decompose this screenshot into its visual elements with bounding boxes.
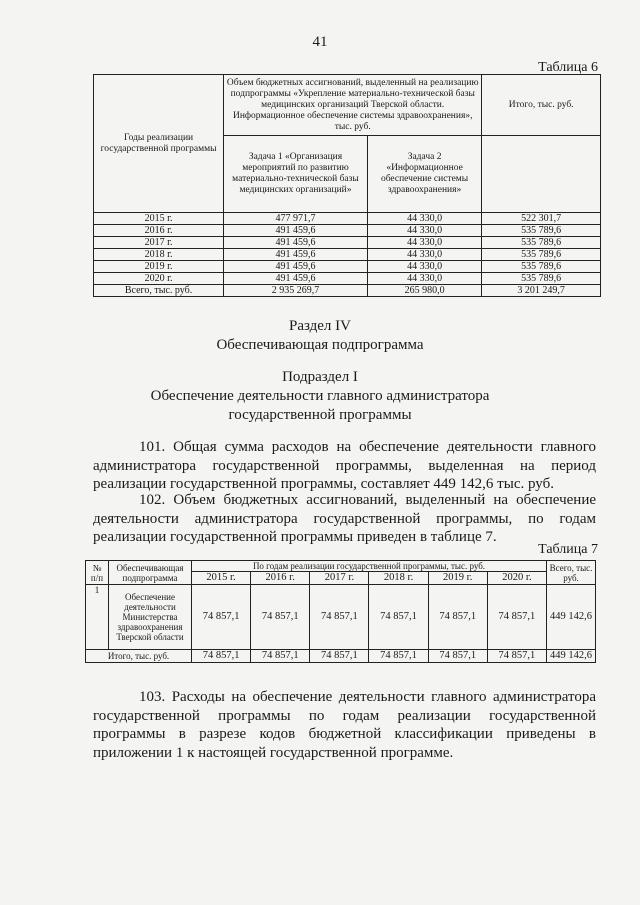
- table6-header-task2: Задача 2 «Информационное обеспечение системы здравоохранения»: [367, 136, 481, 213]
- table7-grand-total: 449 142,6: [547, 650, 596, 663]
- table7-value: 74 857,1: [487, 585, 546, 650]
- table6-total-value: 535 789,6: [482, 261, 601, 273]
- table6-year: 2020 г.: [94, 273, 224, 285]
- table6-task1-total: 2 935 269,7: [224, 285, 368, 297]
- subsection-title-line2: государственной программы: [228, 407, 412, 423]
- section-heading: [0, 317, 640, 355]
- table7-caption: Таблица 7: [538, 542, 598, 557]
- table7-value: 74 857,1: [310, 585, 369, 650]
- page-number: 41: [312, 34, 328, 50]
- table-row: [94, 213, 601, 225]
- table7-value: 74 857,1: [192, 585, 251, 650]
- subsection-number: Подраздел I: [282, 369, 358, 385]
- table-row: [94, 225, 601, 237]
- table7-total-value: 74 857,1: [487, 650, 546, 663]
- table7-header-subprogram: Обеспечивающая подпрограмма: [109, 561, 192, 585]
- table7-value: 74 857,1: [369, 585, 428, 650]
- table6-task2-value: 44 330,0: [367, 213, 481, 225]
- table7-year: 2019 г.: [428, 572, 487, 585]
- subsection-heading: [0, 368, 640, 425]
- table7-total-label: Итого, тыс. руб.: [86, 650, 192, 663]
- section-number: Раздел IV: [288, 318, 351, 334]
- table7-total-value: 74 857,1: [192, 650, 251, 663]
- table6-task2-value: 44 330,0: [367, 273, 481, 285]
- table6-task1-value: 491 459,6: [224, 225, 368, 237]
- table6-year: 2016 г.: [94, 225, 224, 237]
- table6: [93, 74, 601, 297]
- table6-total-value: 522 301,7: [482, 213, 601, 225]
- table6-task1-value: 477 971,7: [224, 213, 368, 225]
- table7-year: 2018 г.: [369, 572, 428, 585]
- table6-caption: Таблица 6: [538, 60, 598, 75]
- table7-year: 2015 г.: [192, 572, 251, 585]
- table6-task2-value: 44 330,0: [367, 225, 481, 237]
- table6-year: 2017 г.: [94, 237, 224, 249]
- table6-header-years: Годы реализации государственной программы: [94, 75, 224, 213]
- table6-task1-value: 491 459,6: [224, 237, 368, 249]
- table7: [85, 560, 596, 663]
- table7-year: 2016 г.: [251, 572, 310, 585]
- table7-value: 74 857,1: [251, 585, 310, 650]
- table6-year: 2018 г.: [94, 249, 224, 261]
- table6-year: 2015 г.: [94, 213, 224, 225]
- table6-year: 2019 г.: [94, 261, 224, 273]
- table-row: [94, 249, 601, 261]
- table6-grand-total: 3 201 249,7: [482, 285, 601, 297]
- table6-task2-value: 44 330,0: [367, 249, 481, 261]
- table7-year: 2017 г.: [310, 572, 369, 585]
- table6-total-value: 535 789,6: [482, 249, 601, 261]
- table6-task2-total: 265 980,0: [367, 285, 481, 297]
- table7-header-total: Всего, тыс. руб.: [547, 561, 596, 585]
- table6-task2-value: 44 330,0: [367, 237, 481, 249]
- table7-header-years: По годам реализации государственной программы, тыс. руб.: [192, 561, 547, 572]
- table6-header-total: Итого, тыс. руб.: [482, 75, 601, 136]
- table7-total-value: 74 857,1: [310, 650, 369, 663]
- table6-header-main: Объем бюджетных ассигнований, выделенный на реализацию подпрограммы «Укрепление материально-технической базы медицинских организаций Тверской области. Информационное обеспечение системы здравоохранения», тыс. руб.: [224, 75, 482, 136]
- table6-task1-value: 491 459,6: [224, 261, 368, 273]
- section-title: Обеспечивающая подпрограмма: [216, 337, 424, 353]
- subsection-title-line1: Обеспечение деятельности главного администратора: [150, 388, 490, 404]
- table7-total-value: 74 857,1: [369, 650, 428, 663]
- table6-total-value: 535 789,6: [482, 225, 601, 237]
- table-row: [86, 585, 596, 650]
- paragraph-103: 103. Расходы на обеспечение деятельности главного администратора государственной программы по годам реализации государственной программы в разрезе кодов бюджетной классификации приведены в приложении 1 к настоящей государственной программе.: [93, 689, 596, 761]
- table-row-total: [94, 285, 601, 297]
- table6-total-label: Всего, тыс. руб.: [94, 285, 224, 297]
- table6-task1-value: 491 459,6: [224, 249, 368, 261]
- table7-row-name: Обеспечение деятельности Министерства здравоохранения Тверской области: [109, 585, 192, 650]
- table6-header-total-blank: [482, 136, 601, 213]
- table6-total-value: 535 789,6: [482, 237, 601, 249]
- table6-total-value: 535 789,6: [482, 273, 601, 285]
- table7-year: 2020 г.: [487, 572, 546, 585]
- table-row: [94, 261, 601, 273]
- table6-task1-value: 491 459,6: [224, 273, 368, 285]
- table6-header-task1: Задача 1 «Организация мероприятий по развитию материально-технической базы медицинских организаций»: [224, 136, 368, 213]
- table7-total-value: 74 857,1: [251, 650, 310, 663]
- table7-header-num: № п/п: [86, 561, 109, 585]
- table6-task2-value: 44 330,0: [367, 261, 481, 273]
- table7-row-total: 449 142,6: [547, 585, 596, 650]
- table-row: [94, 273, 601, 285]
- table7-total-value: 74 857,1: [428, 650, 487, 663]
- paragraph-102: 102. Объем бюджетных ассигнований, выделенный на обеспечение деятельности администратора государственной программы, по годам реализации государственной программы приведен в таблице 7.: [93, 492, 596, 545]
- table-row-total: [86, 650, 596, 663]
- paragraph-101: 101. Общая сумма расходов на обеспечение деятельности главного администратора государственной программы, выделенная на период реализации государственной программы, составляет 449 142,6 тыс. руб.: [93, 439, 596, 492]
- table-row: [94, 237, 601, 249]
- table7-row-num: 1: [86, 585, 109, 650]
- table7-value: 74 857,1: [428, 585, 487, 650]
